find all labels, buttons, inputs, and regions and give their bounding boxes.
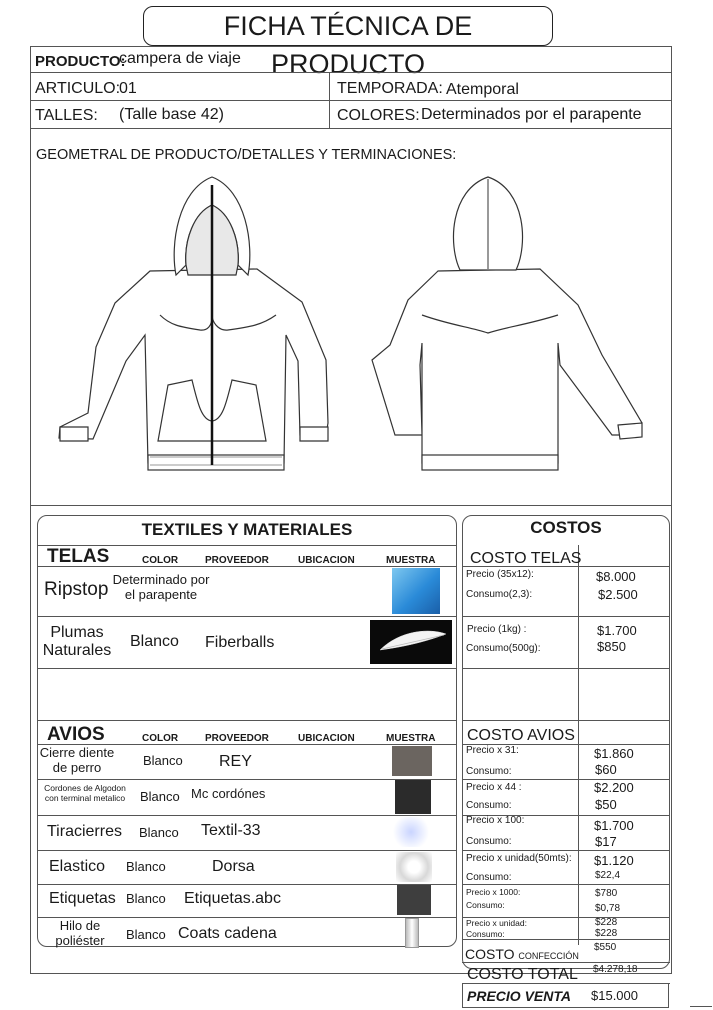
divider	[462, 668, 670, 669]
venta-value: $15.000	[591, 988, 638, 1003]
cost-value: $780	[595, 888, 618, 899]
cost-value: $2.500	[598, 587, 638, 602]
tela-color: Determinado por el parapente	[112, 572, 210, 602]
geometral-title: GEOMETRAL DE PRODUCTO/DETALLES Y TERMINACIONES:	[36, 147, 457, 163]
cost-value: $60	[595, 762, 617, 777]
talles-value: (Talle base 42)	[119, 106, 224, 123]
tela-name: Ripstop	[44, 579, 109, 600]
confeccion-label-small: CONFECCIÓN	[518, 951, 579, 961]
avio-proveedor: Dorsa	[212, 858, 255, 875]
cost-label: Precio (1kg) :	[467, 624, 527, 635]
costs-title: COSTOS	[530, 518, 602, 537]
cost-value: $8.000	[596, 569, 636, 584]
avio-proveedor: Etiquetas.abc	[184, 890, 281, 907]
col-proveedor: PROVEEDOR	[205, 555, 269, 566]
divider	[37, 566, 457, 567]
divider	[37, 616, 457, 617]
avio-name: Hilo de poliéster	[55, 918, 105, 948]
cost-value: $1.700	[597, 623, 637, 638]
tela-name: Plumas Naturales	[42, 624, 112, 659]
cost-label: Precio x 44 :	[466, 782, 522, 793]
colores-label: COLORES:	[337, 107, 420, 124]
cost-value: $228	[595, 917, 618, 928]
cost-value: $1.860	[594, 746, 634, 761]
divider	[37, 815, 457, 816]
cost-label: Consumo:	[466, 929, 505, 939]
total-value: $4.278,18	[593, 964, 638, 975]
cost-label: Precio x 31:	[466, 745, 519, 756]
avio-color: Blanco	[143, 753, 183, 768]
cost-label: Consumo:	[466, 766, 512, 777]
cost-value: $1.700	[594, 818, 634, 833]
avio-proveedor: REY	[219, 753, 252, 770]
avio-color: Blanco	[139, 825, 179, 840]
divider	[462, 939, 670, 940]
avio-name: Cordones de Algodon con terminal metalico	[44, 783, 126, 803]
venta-label: PRECIO VENTA	[467, 988, 571, 1004]
elastic-swatch	[396, 852, 432, 882]
producto-value: campera de viaje	[119, 50, 241, 67]
jacket-back	[372, 177, 642, 470]
divider	[668, 983, 669, 1007]
articulo-value: 01	[119, 80, 137, 97]
cost-label: Precio x unidad:	[466, 918, 527, 928]
divider	[462, 983, 463, 1007]
divider	[462, 884, 670, 885]
divider	[30, 100, 671, 101]
page-title: FICHA TÉCNICA DE PRODUCTO	[143, 6, 553, 46]
cost-label: Consumo:	[466, 872, 512, 883]
ripstop-swatch	[392, 568, 440, 614]
col-ubicacion: UBICACION	[298, 555, 355, 566]
avio-name: Elastico	[49, 858, 106, 875]
cost-value: $0,78	[595, 903, 621, 914]
divider	[37, 884, 457, 885]
cost-value: $50	[595, 797, 617, 812]
colores-value: Determinados por el parapente	[421, 106, 642, 123]
col-ubicacion: UBICACION	[298, 733, 355, 744]
avio-color: Blanco	[126, 891, 166, 906]
divider	[329, 72, 330, 128]
cost-label: Precio (35x12):	[466, 569, 534, 580]
divider	[37, 668, 457, 669]
divider	[30, 505, 671, 506]
cord-swatch	[395, 780, 431, 814]
feather-swatch	[370, 620, 452, 664]
avio-color: Blanco	[126, 859, 166, 874]
divider	[462, 850, 670, 851]
confeccion-value: $550	[594, 942, 617, 953]
cost-value: $850	[597, 639, 626, 654]
materials-title: TEXTILES Y MATERIALES	[141, 520, 353, 539]
divider	[462, 779, 670, 780]
divider	[30, 72, 671, 73]
col-color: COLOR	[142, 555, 179, 566]
divider	[462, 1007, 669, 1008]
divider	[690, 1006, 712, 1007]
divider	[462, 962, 670, 963]
confeccion-label-main: COSTO	[465, 946, 515, 962]
zipper-swatch	[392, 746, 432, 776]
jacket-front	[59, 177, 328, 470]
cost-label: Consumo:	[466, 836, 512, 847]
avio-name: Cierre diente de perro	[39, 745, 115, 775]
avio-color: Blanco	[140, 789, 180, 804]
divider	[30, 128, 671, 129]
telas-label: TELAS	[47, 546, 110, 567]
costo-avios-label: COSTO AVIOS	[467, 727, 575, 744]
cost-value: $17	[595, 834, 617, 849]
thread-swatch	[405, 918, 419, 948]
cost-label: Consumo:	[466, 800, 512, 811]
divider	[37, 850, 457, 851]
tela-proveedor: Fiberballs	[205, 634, 275, 651]
divider	[37, 779, 457, 780]
cost-label: Precio x 100:	[466, 815, 525, 826]
tela-color: Blanco	[130, 633, 179, 650]
labels-swatch	[397, 885, 431, 915]
divider	[462, 983, 670, 984]
col-color: COLOR	[142, 733, 179, 744]
divider	[578, 545, 579, 945]
avio-name: Tiracierres	[47, 823, 122, 840]
producto-label: PRODUCTO:	[35, 53, 126, 70]
avio-proveedor: Coats cadena	[178, 925, 277, 942]
temporada-label: TEMPORADA:	[337, 80, 443, 97]
avios-label: AVIOS	[47, 724, 105, 745]
total-label: COSTO TOTAL	[467, 966, 578, 983]
avio-proveedor: Textil-33	[201, 822, 261, 839]
cost-label: Precio x 1000:	[466, 887, 521, 897]
divider	[462, 616, 670, 617]
divider	[37, 720, 457, 721]
cost-value: $22,4	[595, 870, 621, 881]
cost-value: $228	[595, 928, 618, 939]
articulo-label: ARTICULO:	[35, 80, 121, 97]
tiracierres-swatch	[390, 817, 432, 847]
costo-telas-label: COSTO TELAS	[470, 550, 582, 567]
talles-label: TALLES:	[35, 107, 98, 124]
cost-value: $2.200	[594, 780, 634, 795]
cost-label: Consumo(2,3):	[466, 589, 533, 600]
col-muestra: MUESTRA	[386, 733, 436, 744]
temporada-value: Atemporal	[446, 81, 519, 98]
cost-label: Consumo(500g):	[466, 643, 541, 654]
cost-label: Precio x unidad(50mts):	[466, 853, 572, 864]
col-proveedor: PROVEEDOR	[205, 733, 269, 744]
col-muestra: MUESTRA	[386, 555, 436, 566]
avio-name: Etiquetas	[49, 890, 116, 907]
confeccion-label	[465, 946, 579, 962]
divider	[462, 720, 670, 721]
avio-proveedor: Mc cordónes	[191, 786, 266, 801]
avio-color: Blanco	[126, 927, 166, 942]
cost-value: $1.120	[594, 853, 634, 868]
jacket-geometral	[30, 165, 670, 510]
cost-label: Consumo:	[466, 900, 505, 910]
